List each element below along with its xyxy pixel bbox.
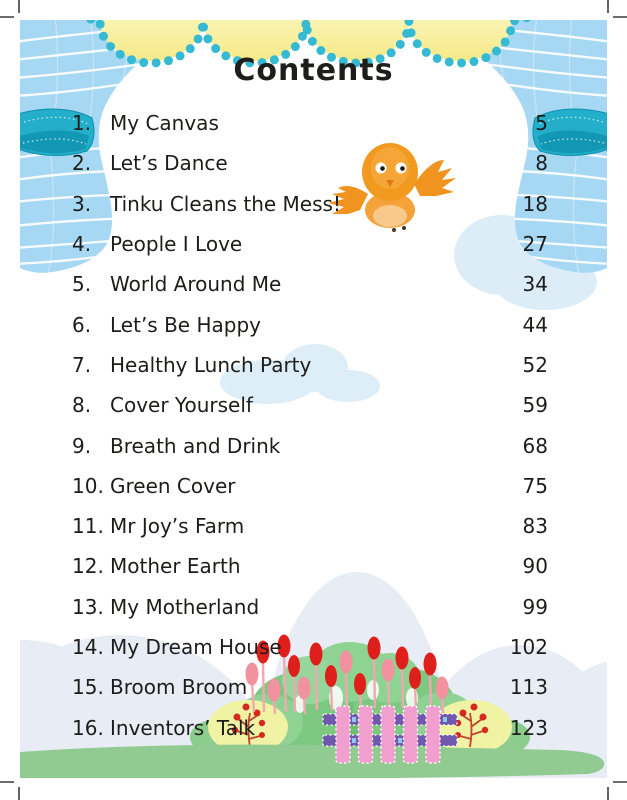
toc-item-title: Mother Earth	[110, 554, 241, 579]
toc-row	[72, 385, 548, 425]
toc-item-title: Mr Joy’s Farm	[110, 514, 245, 539]
toc-item-page: 5	[535, 111, 548, 136]
toc-item-page: 102	[509, 635, 548, 659]
toc-item-page: 113	[509, 675, 548, 700]
toc-item-number: 4.	[72, 232, 92, 257]
toc-item-title: Let’s Dance	[110, 151, 228, 176]
toc-row	[72, 143, 548, 183]
toc-item-title: My Dream House	[110, 635, 282, 659]
toc-item-page: 27	[522, 232, 548, 257]
toc-item-page: 59	[522, 393, 548, 418]
toc-item-number: 15.	[72, 675, 104, 700]
toc-item-page: 34	[522, 272, 548, 297]
toc-item-number: 13.	[72, 594, 104, 619]
toc-item-page: 123	[509, 715, 548, 740]
toc-item-page: 44	[522, 312, 548, 337]
toc-row	[72, 707, 548, 747]
toc-row	[72, 224, 548, 264]
grass-strip	[20, 745, 604, 779]
toc-item-title: Broom Broom	[110, 675, 248, 700]
toc-row	[72, 587, 548, 627]
toc-item-number: 11.	[72, 514, 104, 539]
toc-item-number: 7.	[72, 352, 92, 377]
toc-item-number: 16.	[72, 715, 104, 740]
toc-item-title: Breath and Drink	[110, 433, 281, 458]
toc-row	[72, 264, 548, 304]
toc-item-title: Tinku Cleans the Mess!	[110, 191, 341, 216]
toc-item-page: 90	[522, 554, 548, 579]
toc-item-title: World Around Me	[110, 272, 282, 297]
toc-item-title: Green Cover	[110, 473, 236, 498]
toc-item-number: 8.	[72, 393, 92, 418]
toc-item-page: 18	[522, 191, 548, 216]
toc-item-page: 99	[522, 594, 548, 619]
toc-row	[72, 345, 548, 385]
toc-item-title: My Motherland	[110, 594, 260, 619]
toc-item-number: 5.	[72, 272, 92, 297]
toc-row	[72, 667, 548, 707]
page-title: Contents	[233, 53, 394, 88]
toc-item-number: 6.	[72, 312, 92, 337]
toc-row	[72, 425, 548, 465]
table-of-contents	[72, 103, 548, 748]
toc-row	[72, 546, 548, 586]
toc-item-title: My Canvas	[110, 111, 219, 136]
toc-item-page: 75	[522, 473, 548, 498]
toc-row	[72, 506, 548, 546]
toc-item-page: 83	[522, 514, 548, 539]
toc-item-number: 1.	[72, 111, 92, 136]
toc-item-page: 8	[535, 151, 548, 176]
toc-item-title: Inventors’ Talk	[110, 715, 256, 740]
toc-item-title: Healthy Lunch Party	[110, 352, 312, 377]
toc-item-title: Cover Yourself	[110, 393, 253, 418]
toc-item-page: 68	[522, 433, 548, 458]
toc-row	[72, 304, 548, 344]
toc-item-number: 12.	[72, 554, 104, 579]
toc-item-title: People I Love	[110, 232, 243, 257]
toc-item-title: Let’s Be Happy	[110, 312, 261, 337]
toc-item-number: 2.	[72, 151, 92, 176]
toc-row	[72, 184, 548, 224]
toc-row	[72, 466, 548, 506]
toc-item-number: 14.	[72, 635, 104, 659]
toc-item-page: 52	[522, 352, 548, 377]
toc-row	[72, 103, 548, 143]
toc-item-number: 3.	[72, 191, 92, 216]
toc-item-number: 10.	[72, 473, 104, 498]
toc-item-number: 9.	[72, 433, 92, 458]
toc-row	[72, 627, 548, 667]
